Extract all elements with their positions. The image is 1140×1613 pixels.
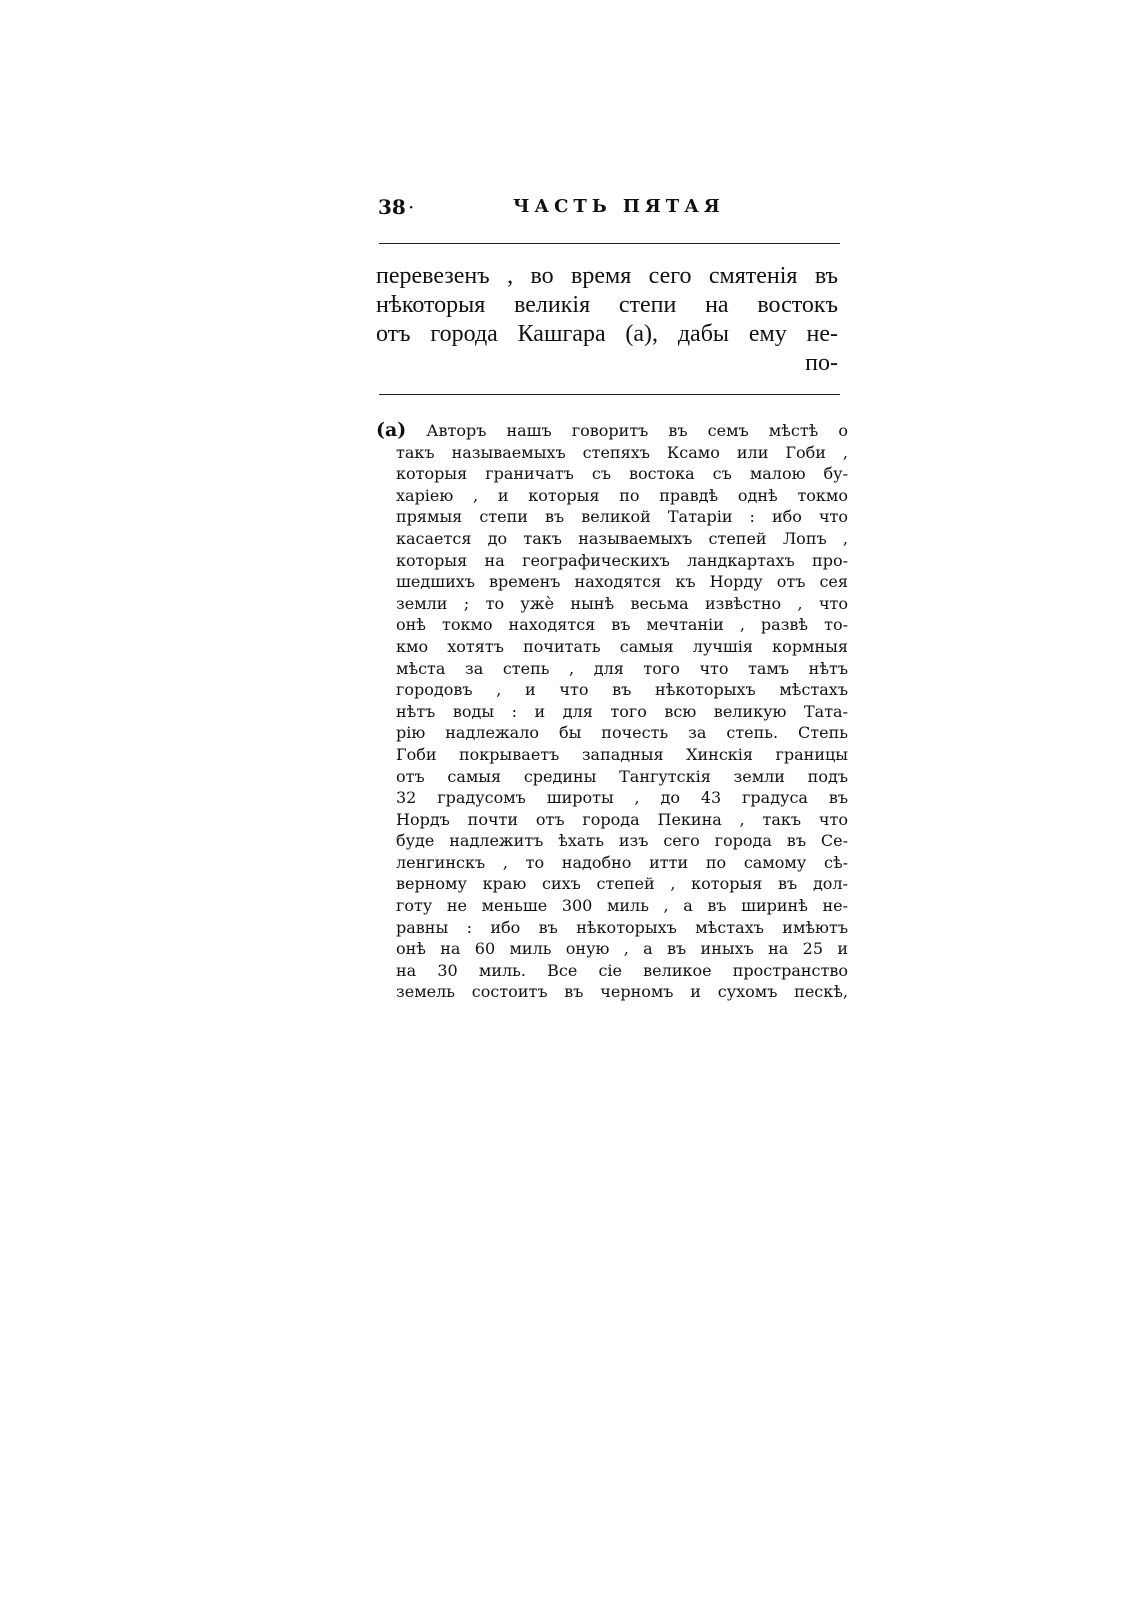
footnote-line: которыя на географическихъ ландкартахъ про- [396, 550, 848, 570]
footnote-line: земли ; то ужè нынѣ весьма извѣстно , что [396, 593, 848, 613]
footnote-line: на 30 миль. Все сіе великое пространство [396, 960, 848, 980]
footnote-line: буде надлежитъ ѣхать изъ сего города въ Се- [396, 831, 848, 851]
footnote-line: шедшихъ временъ находятся къ Норду отъ сея [396, 572, 848, 592]
footnote-line: Нордъ почти отъ города Пекина , такъ что [396, 809, 848, 829]
catchword: по- [805, 350, 838, 376]
footnote-line: земель состоитъ въ черномъ и сухомъ пескѣ, [396, 982, 848, 1002]
footnote-line: Гоби покрываетъ западныя Хинскія границы [396, 744, 848, 764]
page-number-dot: · [408, 195, 415, 219]
footnote-line: 32 градусомъ широты , до 43 градуса въ [396, 788, 848, 808]
footnote-first-line [376, 420, 848, 442]
footnote-rule [379, 394, 840, 395]
main-text [376, 262, 838, 378]
footnote-line: равны : ибо въ нѣкоторыхъ мѣстахъ имѣютъ [396, 917, 848, 937]
footnote-line: прямыя степи въ великой Татаріи : ибо что [396, 507, 848, 527]
running-head [378, 195, 838, 225]
footnote-line: рію надлежало бы почесть за степь. Степь [396, 723, 848, 743]
page-number: 38 [378, 195, 406, 219]
section-title: ЧАСТЬ ПЯТАЯ [513, 196, 725, 217]
footnote-marker: (а) [376, 420, 407, 441]
footnote [376, 420, 848, 1003]
footnote-line: готу не меньше 300 миль , а въ ширинѣ не- [396, 896, 848, 916]
main-text-line: нѣкоторыя великія степи на востокъ [376, 292, 838, 318]
footnote-line: кмо хотятъ почитать самыя лучшія кормныя [396, 636, 848, 656]
footnote-line: ленгинскъ , то надобно итти по самому сѣ- [396, 852, 848, 872]
main-text-line: отъ города Кашгара (а), дабы ему не- [376, 321, 838, 347]
footnote-line: онѣ токмо находятся въ мечтаніи , развѣ то- [396, 615, 848, 635]
header-rule [379, 243, 840, 244]
footnote-line: верному краю сихъ степей , которыя въ дол- [396, 874, 848, 894]
footnote-line: которыя граничатъ съ востока съ малою бу- [396, 464, 848, 484]
footnote-line: городовъ , и что въ нѣкоторыхъ мѣстахъ [396, 680, 848, 700]
footnote-line: такъ называемыхъ степяхъ Ксамо или Гоби , [396, 442, 848, 462]
footnote-line: мѣста за степь , для того что тамъ нѣтъ [396, 658, 848, 678]
footnote-line: харіею , и которыя по правдѣ однѣ токмо [396, 485, 848, 505]
footnote-line: касается до такъ называемыхъ степей Лопъ , [396, 528, 848, 548]
footnote-first-line-text: Авторъ нашъ говоритъ въ семъ мѣстѣ о [426, 421, 848, 440]
footnote-line: отъ самыя средины Тангутскія земли подъ [396, 766, 848, 786]
main-text-line: перевезенъ , во время сего смятенія въ [376, 263, 838, 289]
footnote-line: нѣтъ воды : и для того всю великую Тата- [396, 701, 848, 721]
footnote-line: онѣ на 60 миль оную , а въ иныхъ на 25 и [396, 939, 848, 959]
